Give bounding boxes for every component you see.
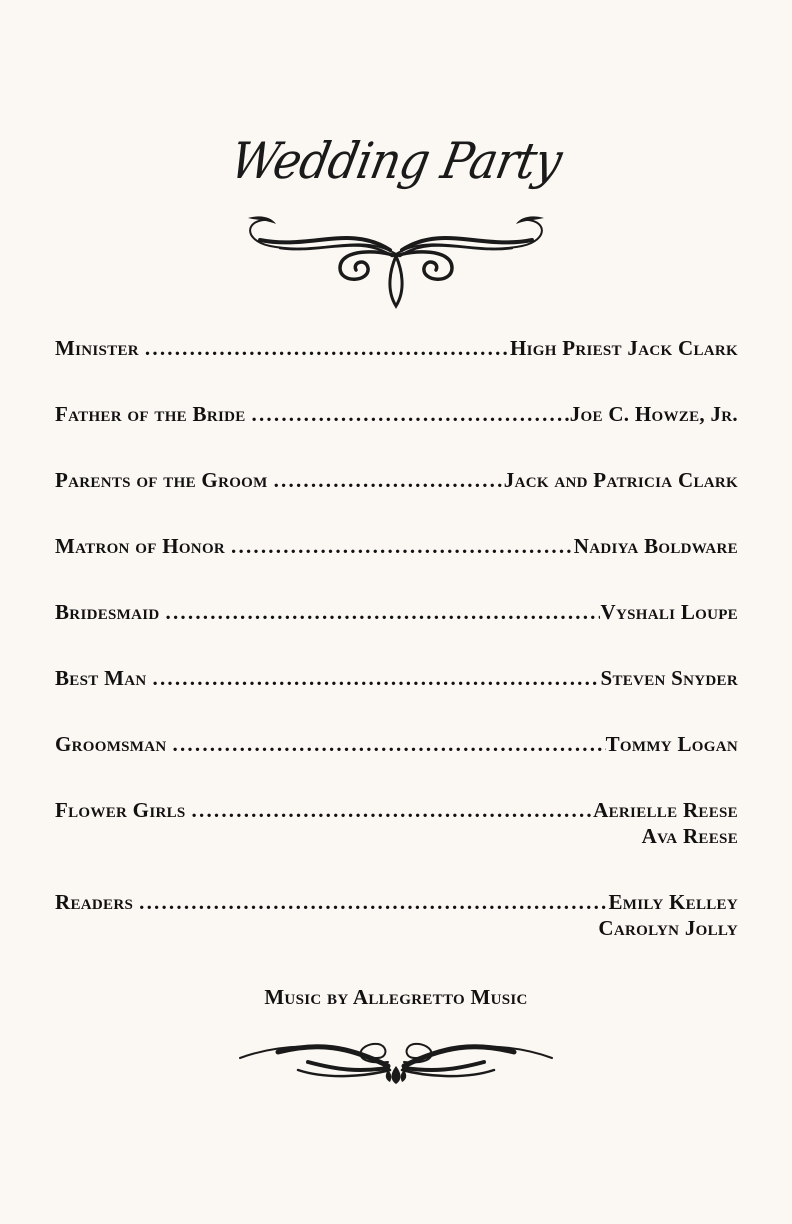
dot-leader xyxy=(252,402,570,427)
dot-leader xyxy=(231,534,574,559)
role-label: Minister xyxy=(55,336,139,360)
role-label: Father of the Bride xyxy=(55,402,246,426)
party-entry-parents-of-groom xyxy=(55,468,738,494)
role-label: Groomsman xyxy=(55,732,167,756)
person-name: Ava Reese xyxy=(641,824,738,848)
party-entry-readers xyxy=(55,890,738,942)
person-name: High Priest Jack Clark xyxy=(509,336,738,360)
flourish-scroll-ornament-icon xyxy=(240,210,552,310)
person-name: Vyshali Loupe xyxy=(600,600,738,624)
music-credit: Music by Allegretto Music xyxy=(264,985,528,1009)
party-entry-best-man xyxy=(55,666,738,692)
dot-leader xyxy=(173,732,606,757)
person-name: Tommy Logan xyxy=(605,732,738,756)
party-entry-groomsman xyxy=(55,732,738,758)
role-label: Flower Girls xyxy=(55,798,186,822)
dot-leader xyxy=(153,666,601,691)
role-label: Best Man xyxy=(55,666,147,690)
wedding-party-list xyxy=(55,336,738,982)
page-title: Wedding Party xyxy=(225,132,567,190)
dot-leader xyxy=(139,890,608,915)
person-name: Carolyn Jolly xyxy=(598,916,738,940)
party-entry-matron-of-honor xyxy=(55,534,738,560)
flourish-divider-ornament-icon xyxy=(238,1036,554,1086)
party-entry-bridesmaid xyxy=(55,600,738,626)
party-entry-flower-girls xyxy=(55,798,738,850)
party-entry-father-of-bride xyxy=(55,402,738,428)
dot-leader xyxy=(192,798,594,823)
role-label: Bridesmaid xyxy=(55,600,160,624)
person-name: Aerielle Reese xyxy=(593,798,738,822)
role-label: Matron of Honor xyxy=(55,534,226,558)
person-name: Joe C. Howze, Jr. xyxy=(569,402,738,426)
person-name: Jack and Patricia Clark xyxy=(503,468,738,492)
dot-leader xyxy=(274,468,504,493)
person-name: Nadiya Boldware xyxy=(573,534,738,558)
person-name: Steven Snyder xyxy=(600,666,738,690)
role-label: Parents of the Groom xyxy=(55,468,268,492)
dot-leader xyxy=(145,336,510,361)
person-name: Emily Kelley xyxy=(608,890,738,914)
dot-leader xyxy=(166,600,601,625)
party-entry-minister xyxy=(55,336,738,362)
role-label: Readers xyxy=(55,890,134,914)
